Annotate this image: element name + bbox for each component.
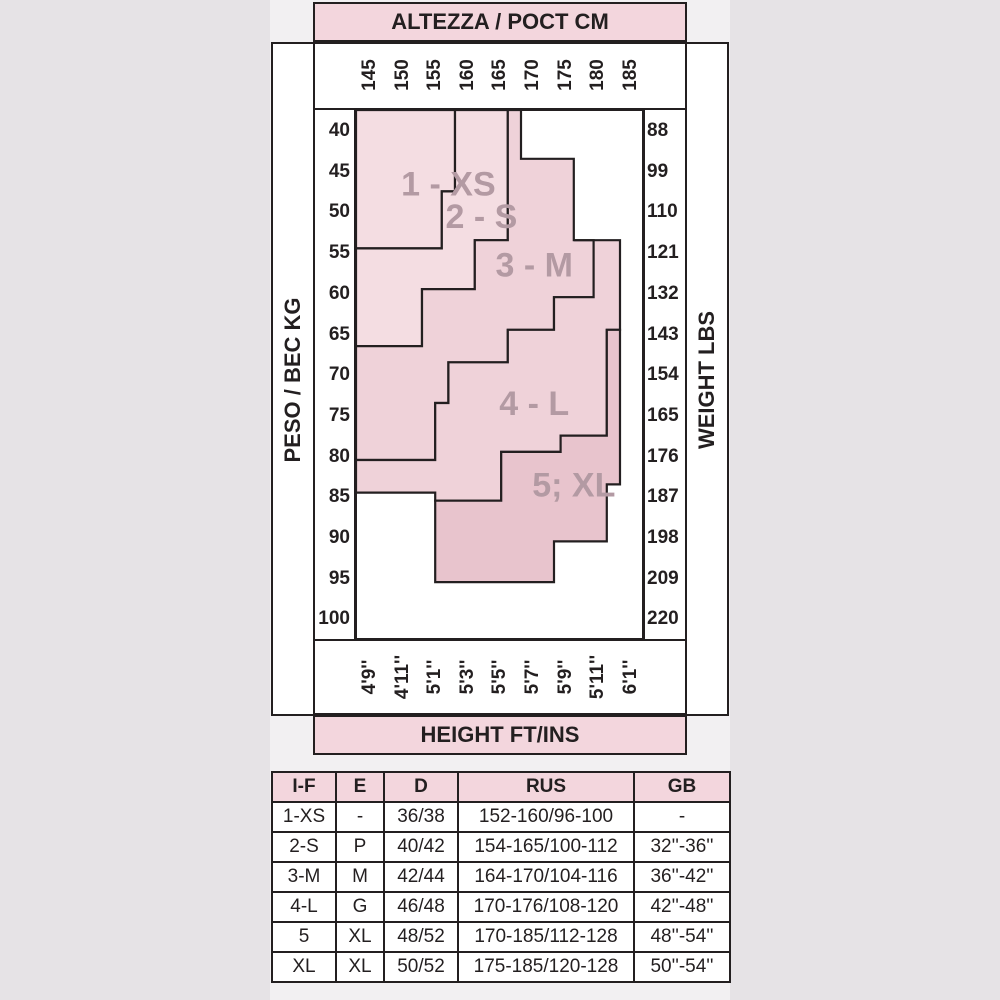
table-row: [272, 862, 730, 892]
table-cell: XL: [336, 952, 384, 982]
ftin-tick-label: 5'1'': [424, 659, 446, 695]
table-cell: 32''-36'': [634, 832, 730, 862]
col-header-gb: GB: [634, 772, 730, 802]
lbs-tick-label: 165: [647, 404, 679, 426]
lbs-tick-label: 220: [647, 608, 679, 630]
ftin-tick-label: 5'11'': [587, 654, 609, 700]
weight-kg-axis-title: PESO / BEC KG: [280, 297, 305, 463]
table-cell: XL: [336, 922, 384, 952]
height-ftin-title: HEIGHT FT/INS: [313, 715, 687, 755]
col-header-rus: RUS: [458, 772, 634, 802]
zone-label-4: 4 - L: [499, 385, 570, 423]
cm-tick-label: 175: [554, 59, 576, 91]
zone-label-5: 5; XL: [532, 466, 616, 505]
kg-tick-label: 40: [328, 120, 350, 141]
table-row: [272, 952, 730, 982]
table-cell: 36''-42'': [634, 862, 730, 892]
kg-tick-label: 65: [328, 323, 350, 345]
lbs-tick-label: 121: [647, 242, 679, 264]
height-cm-title: ALTEZZA / POCT CM: [313, 2, 687, 42]
table-cell: 48/52: [384, 922, 458, 952]
lbs-tick-label: 187: [647, 486, 679, 508]
table-header-row: [272, 772, 730, 802]
kg-tick-label: 70: [328, 364, 350, 386]
table-cell: G: [336, 892, 384, 922]
lbs-tick-label: 209: [647, 567, 679, 589]
cm-tick-label: 160: [456, 59, 478, 91]
kg-tick-label: 95: [328, 567, 350, 589]
table-cell: 48''-54'': [634, 922, 730, 952]
ftin-tick-label: 5'3'': [456, 659, 478, 695]
ftin-tick-label: 5'7'': [522, 659, 543, 695]
table-cell: 50/52: [384, 952, 458, 982]
lbs-tick-label: 176: [647, 445, 679, 467]
kg-tick-label: 85: [328, 486, 350, 508]
table-cell: 175-185/120-128: [458, 952, 634, 982]
table-row: [272, 802, 730, 832]
kg-tick-label: 45: [328, 160, 350, 182]
cm-tick-label: 145: [359, 59, 380, 91]
kg-tick-label: 90: [328, 527, 350, 548]
table-cell: M: [336, 862, 384, 892]
lbs-tick-label: 110: [647, 201, 678, 223]
table-cell: 5: [272, 922, 336, 952]
table-cell: 170-176/108-120: [458, 892, 634, 922]
cm-tick-label: 170: [522, 59, 543, 91]
cm-tick-label: 150: [391, 59, 413, 91]
kg-tick-label: 75: [328, 404, 350, 426]
lbs-tick-label: 132: [647, 282, 679, 304]
zone-label-2: 2 - S: [445, 197, 518, 236]
lbs-tick-label: 143: [647, 323, 679, 345]
table-cell: P: [336, 832, 384, 862]
kg-tick-label: 80: [328, 445, 350, 467]
table-cell: 50''-54'': [634, 952, 730, 982]
lbs-tick-label: 99: [647, 160, 669, 182]
ftin-tick-label: 6'1'': [619, 659, 641, 695]
kg-tick-label: 50: [328, 201, 350, 223]
table-cell: 42/44: [384, 862, 458, 892]
table-cell: 1-XS: [272, 802, 336, 832]
table-cell: 170-185/112-128: [458, 922, 634, 952]
weight-lbs-axis-title: WEIGHT LBS: [694, 310, 719, 450]
table-row: [272, 832, 730, 862]
col-header-e: E: [336, 772, 384, 802]
table-cell: -: [336, 802, 384, 832]
ftin-tick-label: 5'9'': [554, 659, 576, 695]
table-cell: 3-M: [272, 862, 336, 892]
table-cell: 152-160/96-100: [458, 802, 634, 832]
cm-tick-label: 185: [619, 59, 641, 91]
kg-tick-label: 60: [328, 282, 350, 304]
table-cell: 2-S: [272, 832, 336, 862]
kg-tick-label: 55: [328, 242, 350, 264]
table-cell: 4-L: [272, 892, 336, 922]
col-header-if: I-F: [272, 772, 336, 802]
table-cell: 42''-48'': [634, 892, 730, 922]
table-row: [272, 892, 730, 922]
table-cell: XL: [272, 952, 336, 982]
table-cell: 46/48: [384, 892, 458, 922]
table-row: [272, 922, 730, 952]
table-cell: 164-170/104-116: [458, 862, 634, 892]
ftin-tick-label: 5'5'': [489, 659, 511, 695]
table-cell: 154-165/100-112: [458, 832, 634, 862]
lbs-tick-label: 88: [647, 120, 669, 141]
table-cell: -: [634, 802, 730, 832]
cm-tick-label: 165: [489, 59, 511, 91]
size-conversion-table: [271, 771, 731, 983]
kg-tick-label: 100: [318, 608, 350, 630]
zone-label-1: 1 - XS: [401, 165, 496, 204]
zone-label-3: 3 - M: [495, 246, 573, 285]
table-cell: 40/42: [384, 832, 458, 862]
ftin-tick-label: 4'9'': [359, 659, 380, 695]
col-header-d: D: [384, 772, 458, 802]
cm-tick-label: 180: [587, 59, 609, 91]
lbs-tick-label: 154: [647, 364, 679, 386]
lbs-tick-label: 198: [647, 527, 679, 548]
cm-tick-label: 155: [424, 59, 446, 91]
ftin-tick-label: 4'11'': [391, 654, 413, 700]
table-cell: 36/38: [384, 802, 458, 832]
